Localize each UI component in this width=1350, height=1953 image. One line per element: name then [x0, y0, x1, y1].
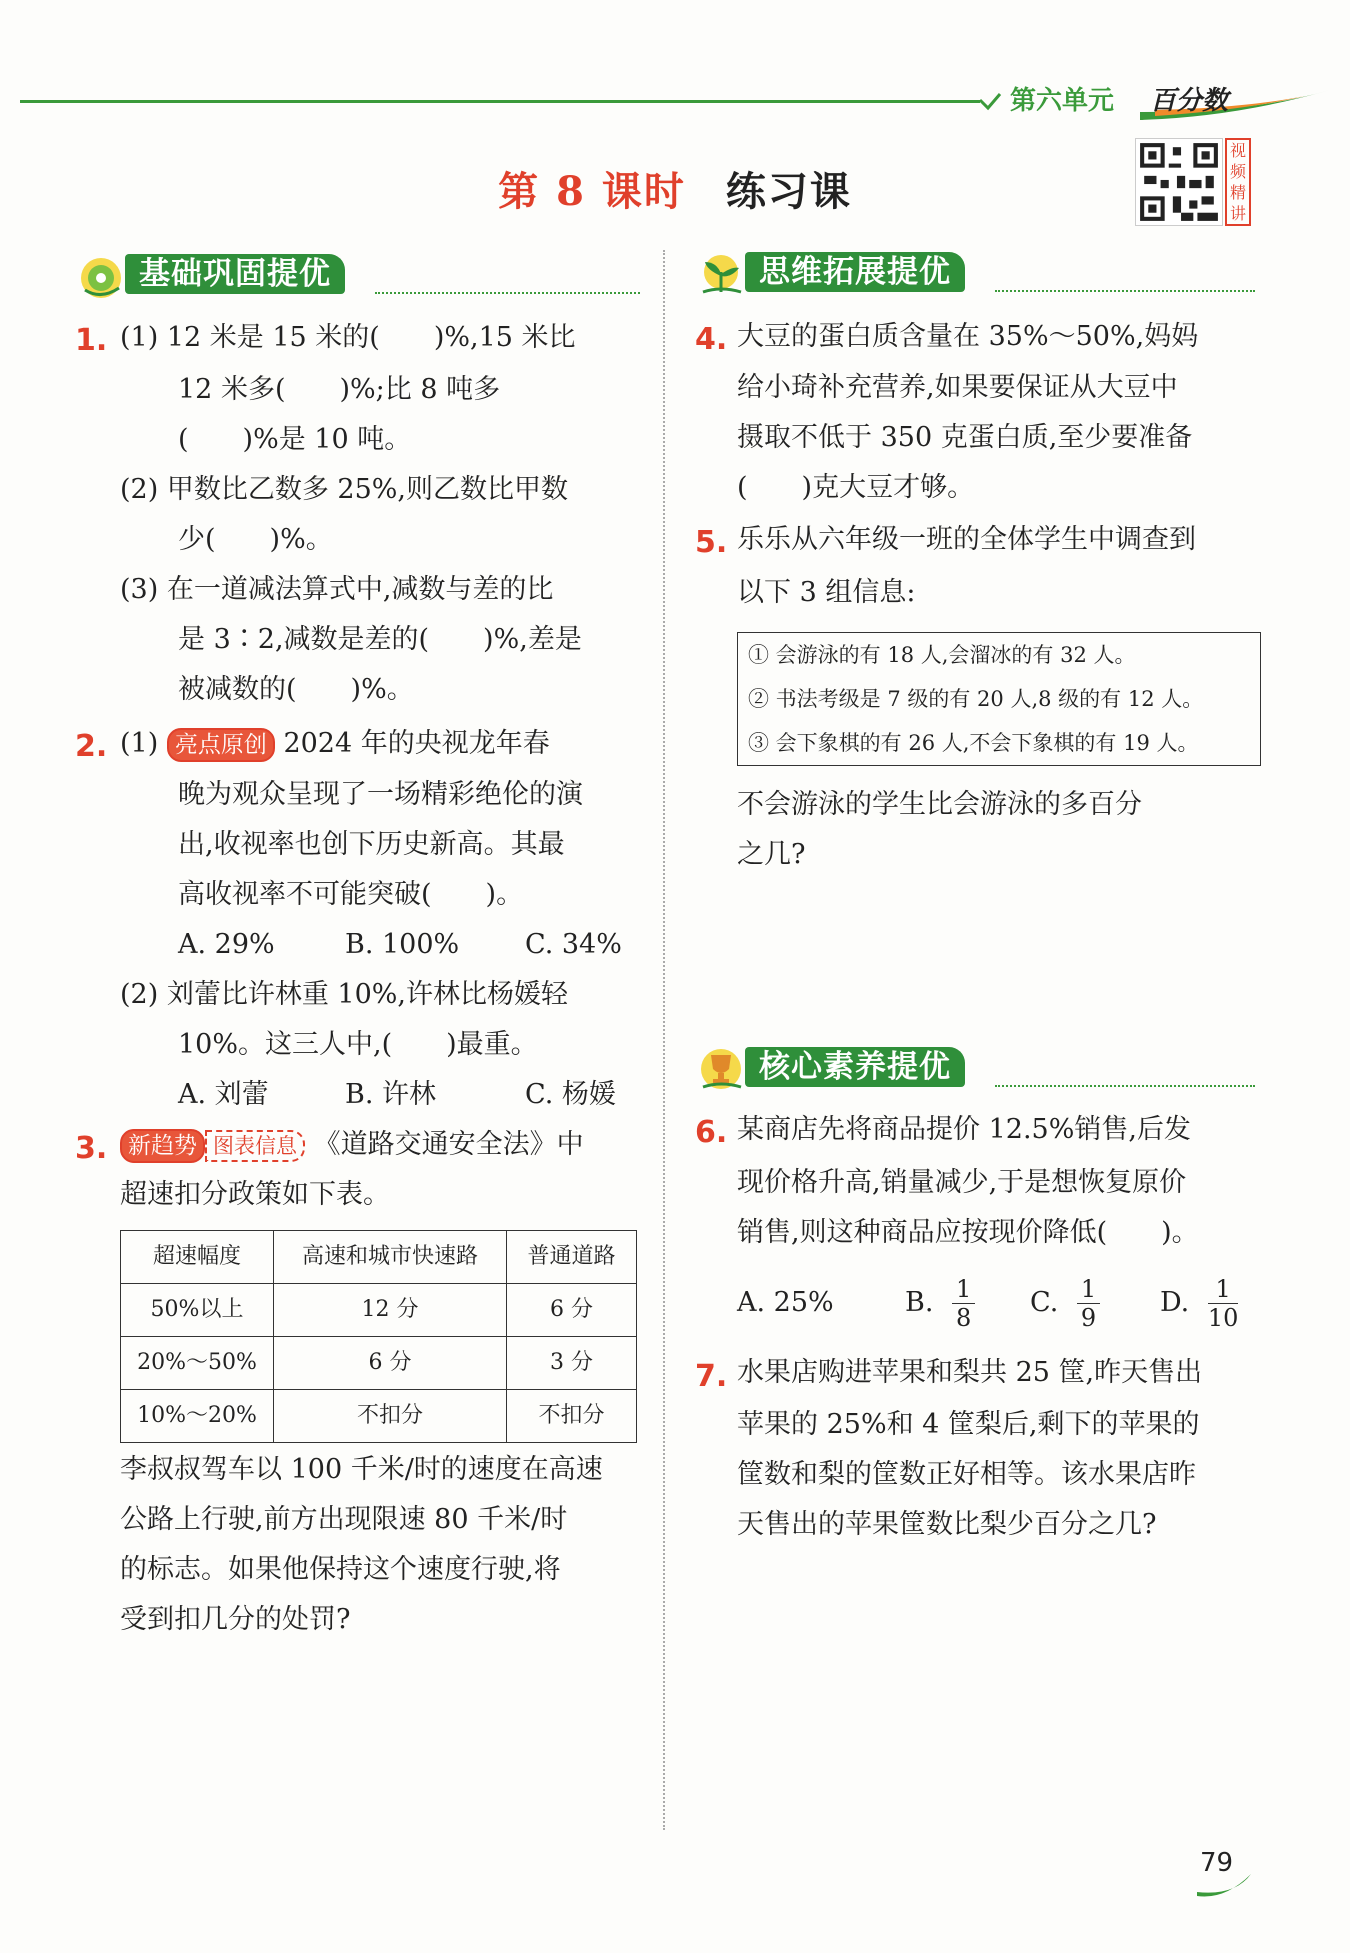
section-thinking-title: 思维拓展提优 — [745, 252, 965, 292]
question-3 — [75, 1124, 107, 1175]
q7-line: 天售出的苹果筐数比梨少百分之几? — [737, 1509, 1157, 1540]
header-rule — [20, 100, 980, 103]
original-tag: 亮点原创 — [167, 728, 275, 762]
video-explain-label: 视 频 精 讲 — [1225, 138, 1251, 226]
q6-option-d[interactable]: D. $\frac{1}{10}$ — [1160, 1275, 1239, 1332]
q5-line: 之几? — [737, 839, 806, 870]
q2-option-b[interactable]: B. 100% — [345, 929, 460, 960]
section-core-header — [695, 1043, 1255, 1093]
table-cell: 3 分 — [507, 1337, 637, 1390]
q3-line: 受到扣几分的处罚? — [120, 1604, 351, 1635]
question-5 — [695, 518, 727, 569]
q1-line: (3) 在一道减法算式中,减数与差的比 — [120, 574, 554, 605]
table-row — [121, 1284, 637, 1337]
q4-line: 摄取不低于 350 克蛋白质,至少要准备 — [737, 422, 1193, 453]
q4-line: 给小琦补充营养,如果要保证从大豆中 — [737, 372, 1178, 403]
qr-code-icon[interactable] — [1135, 138, 1223, 226]
q2-option-c[interactable]: C. 杨媛 — [525, 1079, 616, 1110]
q7-line: 水果店购进苹果和梨共 25 筐,昨天售出 — [737, 1357, 1203, 1388]
gear-lightbulb-icon — [75, 250, 131, 300]
q7-line: 苹果的 25%和 4 筐梨后,剩下的苹果的 — [737, 1409, 1200, 1440]
q3-line: 超速扣分政策如下表。 — [120, 1179, 390, 1210]
q7-line: 筐数和梨的筐数正好相等。该水果店昨 — [737, 1459, 1196, 1490]
q6-line: 销售,则这种商品应按现价降低( )。 — [737, 1217, 1199, 1248]
table-cell: 50%以上 — [121, 1284, 274, 1337]
new-trend-tag: 新趋势 — [120, 1129, 205, 1163]
q2-line: 出,收视率也创下历史新高。其最 — [178, 829, 565, 860]
table-row — [121, 1390, 637, 1443]
q6-option-c[interactable]: C. $\frac{1}{9}$ — [1030, 1268, 1100, 1338]
info-item: ① 会游泳的有 18 人,会溜冰的有 32 人。 — [748, 643, 1136, 667]
q2-option-b[interactable]: B. 许林 — [345, 1079, 437, 1110]
question-4 — [695, 315, 727, 366]
table-cell: 12 分 — [274, 1284, 507, 1337]
fraction: $\frac{1}{8}$ — [952, 1275, 975, 1332]
q6-option-b[interactable]: B. $\frac{1}{8}$ — [905, 1268, 975, 1338]
q2-option-a[interactable]: A. 刘蕾 — [178, 1079, 269, 1110]
lesson-number: 第 8 课时 — [498, 168, 686, 215]
table-cell: 不扣分 — [274, 1390, 507, 1443]
table-cell: 不扣分 — [507, 1390, 637, 1443]
q5-line: 不会游泳的学生比会游泳的多百分 — [737, 789, 1142, 820]
question-number: 7. — [695, 1359, 728, 1394]
q2-line: 高收视率不可能突破( )。 — [178, 879, 524, 910]
info-item: ③ 会下象棋的有 26 人,不会下象棋的有 19 人。 — [748, 731, 1199, 755]
table-cell: 6 分 — [274, 1337, 507, 1390]
page-swoosh-icon — [1195, 1870, 1255, 1900]
question-number: 6. — [695, 1115, 728, 1150]
section-basic-header — [75, 250, 640, 300]
question-6 — [695, 1108, 727, 1159]
table-cell: 10%～20% — [121, 1390, 274, 1443]
q1-line: (2) 甲数比乙数多 25%,则乙数比甲数 — [120, 474, 569, 505]
lesson-name: 练习课 — [725, 168, 852, 215]
q3-line: 李叔叔驾车以 100 千米/时的速度在高速 — [120, 1454, 603, 1485]
question-number: 3. — [75, 1131, 108, 1166]
question-number: 1. — [75, 323, 108, 358]
table-cell: 20%～50% — [121, 1337, 274, 1390]
table-header-cell: 普通道路 — [507, 1231, 637, 1284]
q2-option-a[interactable]: A. 29% — [178, 929, 275, 960]
q4-line: 大豆的蛋白质含量在 35%～50%,妈妈 — [737, 321, 1199, 352]
table-header-cell: 超速幅度 — [121, 1231, 274, 1284]
q2-part1: (1) 亮点原创 2024 年的央视龙年春 — [120, 719, 550, 769]
page-header — [0, 0, 1350, 130]
q3-line: 公路上行驶,前方出现限速 80 千米/时 — [120, 1504, 568, 1535]
fraction: $\frac{1}{10}$ — [1207, 1275, 1239, 1332]
question-7 — [695, 1352, 727, 1403]
q2-option-c[interactable]: C. 34% — [525, 929, 622, 960]
section-thinking-header — [695, 248, 1255, 298]
unit-title: 百分数 — [1150, 86, 1229, 116]
q4-line: ( )克大豆才够。 — [737, 472, 975, 503]
question-2 — [75, 722, 107, 773]
section-basic-title: 基础巩固提优 — [125, 254, 345, 294]
chart-info-tag: 图表信息 — [205, 1130, 305, 1162]
q2-line: 10%。这三人中,( )最重。 — [178, 1029, 538, 1060]
fraction: $\frac{1}{9}$ — [1077, 1275, 1100, 1332]
unit-label: 第六单元 — [1010, 86, 1115, 116]
q3-line: 的标志。如果他保持这个速度行驶,将 — [120, 1554, 561, 1585]
q6-line: 现价格升高,销量减少,于是想恢复原价 — [737, 1167, 1187, 1198]
q5-line: 乐乐从六年级一班的全体学生中调查到 — [737, 524, 1196, 555]
table-row — [121, 1337, 637, 1390]
q1-line: ( )%是 10 吨。 — [178, 424, 412, 455]
q1-line: 少( )%。 — [178, 524, 333, 555]
question-number: 2. — [75, 729, 108, 764]
check-leaf-icon — [978, 92, 1002, 112]
q2-line: (2) 刘蕾比许林重 10%,许林比杨媛轻 — [120, 979, 569, 1010]
survey-info-box — [737, 632, 1261, 766]
q6-option-a[interactable]: A. 25% — [737, 1287, 834, 1318]
page-number: 79 — [1200, 1848, 1234, 1878]
table-header-cell: 高速和城市快速路 — [274, 1231, 507, 1284]
q6-line: 某商店先将商品提价 12.5%销售,后发 — [737, 1114, 1191, 1145]
q1-line: 被减数的( )%。 — [178, 674, 414, 705]
question-1 — [75, 316, 107, 367]
table-header-row — [121, 1231, 637, 1284]
q1-line: 是 3∶2,减数是差的( )%,差是 — [178, 624, 582, 655]
q1-line: 12 米多( )%;比 8 吨多 — [178, 374, 501, 405]
question-number: 4. — [695, 322, 728, 357]
q1-line: (1) 12 米是 15 米的( )%,15 米比 — [120, 322, 576, 353]
question-number: 5. — [695, 525, 728, 560]
table-cell: 6 分 — [507, 1284, 637, 1337]
info-item: ② 书法考级是 7 级的有 20 人,8 级的有 12 人。 — [748, 687, 1204, 711]
q2-line: 晚为观众呈现了一场精彩绝伦的演 — [178, 779, 583, 810]
section-core-title: 核心素养提优 — [745, 1047, 965, 1087]
sprout-icon — [695, 248, 751, 298]
trophy-icon — [695, 1043, 751, 1093]
q5-line: 以下 3 组信息: — [737, 577, 916, 608]
q3-line: 新趋势 图表信息 《道路交通安全法》中 — [120, 1120, 584, 1170]
column-divider — [663, 250, 665, 1830]
speeding-penalty-table — [120, 1230, 637, 1443]
